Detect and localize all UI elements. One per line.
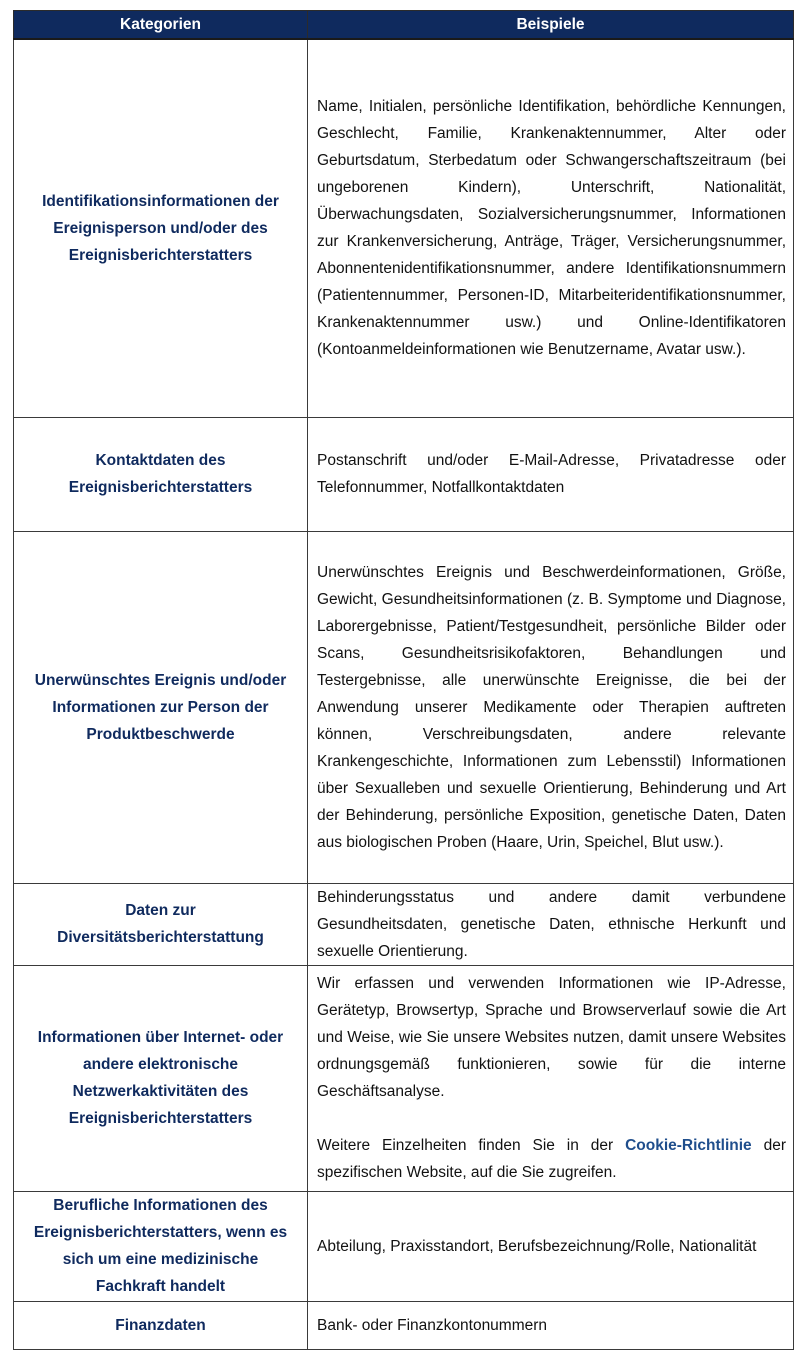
- example-more-prefix: Weitere Einzelheiten finden Sie in der: [317, 1137, 626, 1154]
- example-paragraph: Wir erfassen und verwenden Informationen wie IP-Adresse, Gerätetyp, Browsertyp, Sprache und Browserverlauf sowie die Art und Weise, wie Sie unsere Websites nutzen, damit unsere Websites ordnungsgemäß funktionieren, sowie für die interne Geschäftsanalyse.: [317, 975, 786, 1100]
- example-more-suffix: der spezifischen Website, auf die Sie zugreifen.: [317, 1137, 786, 1181]
- category-cell: Daten zur Diversitätsberichterstattung: [14, 883, 308, 965]
- category-cell: Finanzdaten: [14, 1301, 308, 1349]
- table-row: [14, 1191, 794, 1301]
- example-cell: Behinderungsstatus und andere damit verbundene Gesundheitsdaten, genetische Daten, ethnische Herkunft und sexuelle Orientierung.: [308, 883, 794, 965]
- example-cell: Postanschrift und/oder E-Mail-Adresse, Privatadresse oder Telefonnummer, Notfallkontaktdaten: [308, 417, 794, 531]
- category-cell: Informationen über Internet- oder andere elektronische Netzwerkaktivitäten des Ereignisberichterstatters: [14, 965, 308, 1191]
- example-cell: [308, 965, 794, 1191]
- category-cell: Berufliche Informationen des Ereignisberichterstatters, wenn es sich um eine medizinische Fachkraft handelt: [14, 1191, 308, 1301]
- table-row: [14, 965, 794, 1191]
- example-cell: Bank- oder Finanzkontonummern: [308, 1301, 794, 1349]
- categories-table-container: [13, 10, 793, 1350]
- category-cell: Identifikationsinformationen der Ereignisperson und/oder des Ereignisberichterstatters: [14, 39, 308, 417]
- table-row: [14, 39, 794, 417]
- table-row: [14, 417, 794, 531]
- category-cell: Kontaktdaten des Ereignisberichterstatters: [14, 417, 308, 531]
- example-cell: Unerwünschtes Ereignis und Beschwerdeinformationen, Größe, Gewicht, Gesundheitsinformationen (z. B. Symptome und Diagnose, Laborergebnisse, Patient/Testgesundheit, persönliche Bilder oder Scans, Gesundheitsrisikofaktoren, Behandlungen und Testergebnisse, alle unerwünschte Ereignisse, die bei der Anwendung unserer Medikamente oder Therapien auftreten können, Verschreibungsdaten, andere relevante Krankengeschichte, Informationen zum Lebensstil) Informationen über Sexualleben und sexuelle Orientierung, Behinderung und Art der Behinderung, persönliche Exposition, genetische Daten, Daten aus biologischen Proben (Haare, Urin, Speichel, Blut usw.).: [308, 531, 794, 883]
- cookie-policy-link[interactable]: Cookie-Richtlinie: [625, 1137, 752, 1154]
- table-row: [14, 1301, 794, 1349]
- header-examples: Beispiele: [308, 11, 794, 40]
- table-header-row: [14, 11, 794, 40]
- header-categories: Kategorien: [14, 11, 308, 40]
- example-paragraph-more: [317, 1132, 786, 1186]
- example-cell: Abteilung, Praxisstandort, Berufsbezeichnung/Rolle, Nationalität: [308, 1191, 794, 1301]
- example-cell: Name, Initialen, persönliche Identifikation, behördliche Kennungen, Geschlecht, Familie, Krankenaktennummer, Alter oder Geburtsdatum, Sterbedatum oder Schwangerschaftszeitraum (bei ungeborenen Kindern), Unterschrift, Nationalität, Überwachungsdaten, Sozialversicherungsnummer, Informationen zur Krankenversicherung, Anträge, Träger, Versicherungsnummer, Abonnentenidentifikationsnummer, andere Identifikationsnummern (Patientennummer, Personen-ID, Mitarbeiteridentifikationsnummer, Krankenaktennummer usw.) und Online-Identifikatoren (Kontoanmeldeinformationen wie Benutzername, Avatar usw.).: [308, 39, 794, 417]
- table-row: [14, 531, 794, 883]
- categories-table: [13, 10, 794, 1350]
- category-cell: Unerwünschtes Ereignis und/oder Informationen zur Person der Produktbeschwerde: [14, 531, 308, 883]
- table-row: [14, 883, 794, 965]
